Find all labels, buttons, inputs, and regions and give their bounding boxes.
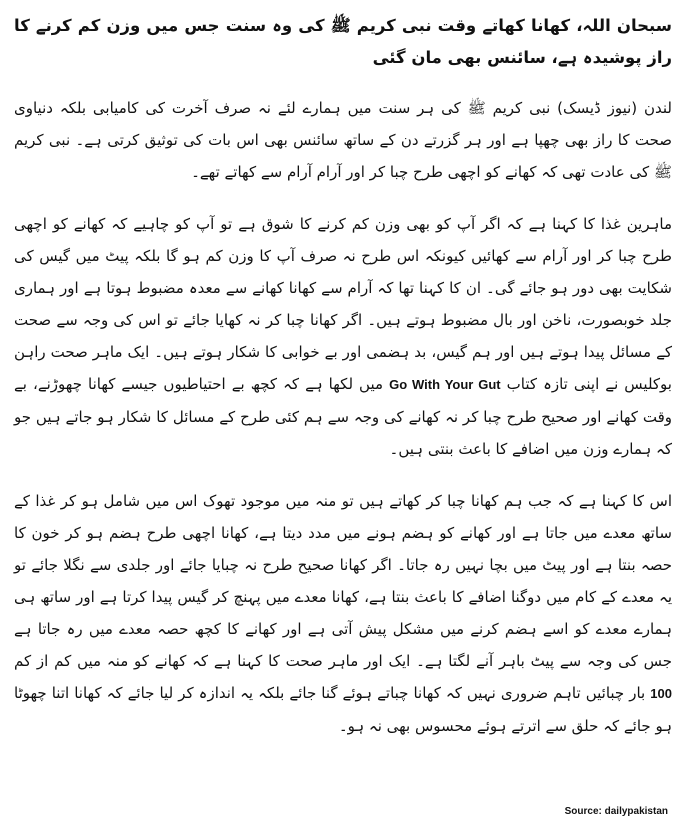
article [14,10,672,762]
paragraph-text-start: ماہرین غذا کا کہنا ہے کہ اگر آپ کو بھی وزن کم کرنے کا شوق ہے تو آپ کو چاہیے کہ کھانے کو اچھی طرح چبا کر اور آرام سے کھائیں کیونکہ اس طرح نہ صرف آپ کا وزن کم ہو گا بلکہ پیٹ میں گیس کی شکایت بھی دور ہو جائے گی۔ ان کا کہنا تھا کہ آرام سے کھانا کھانے سے معدہ مضبوط ہوتا ہے اور ہماری جلد خوبصورت، ناخن اور بال مضبوط ہوتے ہیں۔ اگر کھانا چبا کر نہ کھایا جائے تو اس کی وجہ سے صحت کے مسائل پیدا ہوتے ہیں اور ہم گیس، بد ہضمی اور بے خوابی کا شکار ہوتے ہیں۔ ایک ماہر صحت راہن بوکلیس نے اپنی تازہ کتاب [14,215,672,393]
source-credit: Source: dailypakistan [564,806,668,817]
book-title: Go With Your Gut [389,377,501,392]
digestion-paragraph [14,485,672,742]
paragraph-text-end: بار چبائیں تاہم ضروری نہیں کہ کھانا چباتے ہوئے گنا جائے بلکہ یہ اندازہ کر لیا جائے کہ کھانا اتنا چھوٹا ہو جائے کہ حلق سے اترتے ہوئے محسوس بھی نہ ہو۔ [14,684,672,735]
paragraph-text-start: اس کا کہنا ہے کہ جب ہم کھانا چبا کر کھاتے ہیں تو منہ میں موجود تھوک اس میں شامل ہو کر غذا کے ساتھ معدے میں جاتا ہے اور کھانے کو ہضم ہونے میں مدد دیتا ہے، کھانا اچھی طرح ہضم ہو کر خون کا حصہ بنتا ہے اور پیٹ میں بچا نہیں رہ جاتا۔ اگر کھانا صحیح طرح نہ چبایا جائے اور جلدی سے نگلا جائے تو یہ معدے کے کام میں دوگنا اضافے کا باعث بنتا ہے، کھانا معدے میں پہنچ کر گیس پیدا کرتا ہے اور ساتھ ہی ہمارے معدے کو اسے ہضم کرنے میں مشکل پیش آتی ہے اور کھانے کا کچھ حصہ معدے میں رہ جاتا ہے جس کی وجہ سے پیٹ باہر آنے لگتا ہے۔ ایک اور ماہر صحت کا کہنا ہے کہ کھانے کو منہ میں کم از کم [14,492,672,670]
intro-paragraph: لندن (نیوز ڈیسک) نبی کریم ﷺ کی ہر سنت میں ہمارے لئے نہ صرف آخرت کی کامیابی بلکہ دنیاوی صحت کا راز بھی چھپا ہے اور ہر گزرتے دن کے ساتھ سائنس بھی اس بات کی توثیق کرتی ہے۔ نبی کریم ﷺ کی عادت تھی کہ کھانے کو اچھی طرح چبا کر اور آرام آرام سے کھاتے تھے۔ [14,99,672,181]
paragraph-text-end: میں لکھا ہے کہ کچھ بے احتیاطیوں جیسے کھانا چھوڑنے، بے وقت کھانے اور صحیح طرح چبا کر نہ کھانے کی وجہ سے ہم کئی طرح کے مسائل کا شکار ہو جاتے ہیں جو کہ ہمارے وزن میں اضافے کا باعث بنتی ہیں۔ [14,375,672,458]
article-headline: سبحان اللہ، کھانا کھاتے وقت نبی کریم ﷺ کی وہ سنت جس میں وزن کم کرنے کا راز پوشیدہ ہے، سائنس بھی مان گئی [14,16,672,67]
nutrition-experts-paragraph [14,208,672,465]
chew-count: 100 [650,686,672,701]
